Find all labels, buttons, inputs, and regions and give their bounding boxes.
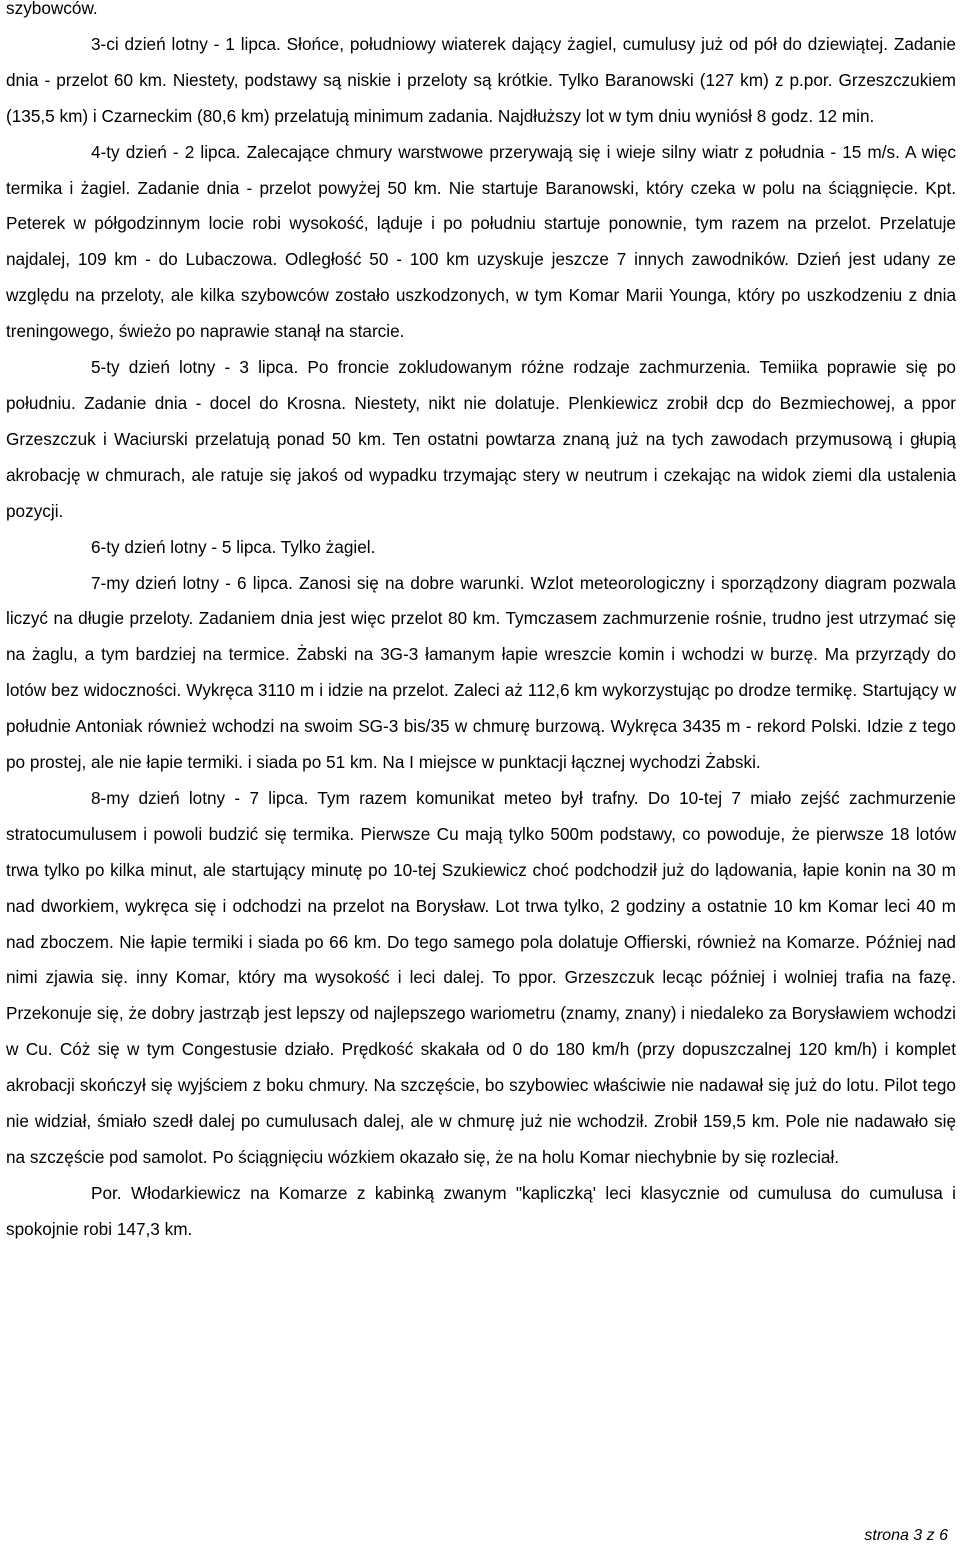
paragraph-day-5: 5-ty dzień lotny - 3 lipca. Po froncie zokludowanym różne rodzaje zachmurzenia. Temiika poprawie się po południu. Zadanie dnia - docel do Krosna. Niestety, nikt nie dolatuje. Plenkiewicz zrobił dcp do Bezmiechowej, a ppor Grzeszczuk i Waciurski przelatują ponad 50 km. Ten ostatni powtarza znaną już na tych zawodach przymusową i głupią akrobację w chmurach, ale ratuje się jakoś od wypadku trzymając stery w neutrum i czekając na widok ziemi dla ustalenia pozycji.: [6, 357, 956, 521]
page-number: strona 3 z 6: [864, 1527, 948, 1544]
document-page: [6, 0, 956, 1248]
paragraph-day-8: 8-my dzień lotny - 7 lipca. Tym razem komunikat meteo był trafny. Do 10-tej 7 miało zejść zachmurzenie stratocumulusem i powoli budzić się termika. Pierwsze Cu mają tylko 500m podstawy, co powoduje, że pierwsze 18 lotów trwa tylko po kilka minut, ale startujący minutę po 10-tej Szukiewicz choć podchodził już do lądowania, łapie konin na 30 m nad dworkiem, wykręca się i odchodzi na przelot na Borysław. Lot trwa tylko, 2 godziny a ostatnie 10 km Komar leci 40 m nad zboczem. Nie łapie termiki i siada po 66 km. Do tego samego pola dolatuje Offierski, również na Komarze. Później nad nimi zjawia się. inny Komar, który ma wysokość i leci dalej. To ppor. Grzeszczuk lecąc później i wolniej trafia na fazę. Przekonuje się, że dobry jastrząb jest lepszy od najlepszego wariometru (znamy, znany) i niedaleko za Borysławiem wchodzi w Cu. Cóż się w tym Congestusie działo. Prędkość skakała od 0 do 180 km/h (przy dopuszczalnej 120 km/h) i komplet akrobacji skończył się wyjściem z boku chmury. Na szczęście, bo szybowiec właściwie nie nadawał się już do lotu. Pilot tego nie widział, śmiało szedł dalej po cumulusach dalej, ale w chmurę już nie wchodził. Zrobił 159,5 km. Pole nie nadawało się na szczęście pod samolot. Po ściągnięciu wózkiem okazało się, że na holu Komar niechybnie by się rozleciał.: [6, 787, 956, 1167]
paragraph-wlodarkiewicz: Por. Włodarkiewicz na Komarze z kabinką zwanym "kapliczką' leci klasycznie od cumulusa do cumulusa i spokojnie robi 147,3 km.: [6, 1182, 956, 1239]
paragraph-day-3: 3-ci dzień lotny - 1 lipca. Słońce, południowy wiaterek dający żagiel, cumulusy już od pół do dziewiątej. Zadanie dnia - przelot 60 km. Niestety, podstawy są niskie i przeloty są krótkie. Tylko Baranowski (127 km) z p.por. Grzeszczukiem (135,5 km) i Czarneckim (80,6 km) przelatują minimum zadania. Najdłuższy lot w tym dniu wyniósł 8 godz. 12 min.: [6, 33, 956, 126]
paragraph-day-4: 4-ty dzień - 2 lipca. Zalecające chmury warstwowe przerywają się i wieje silny wiatr z południa - 15 m/s. A więc termika i żagiel. Zadanie dnia - przelot powyżej 50 km. Nie startuje Baranowski, który czeka w polu na ściągnięcie. Kpt. Peterek w półgodzinnym locie robi wysokość, ląduje i po południu startuje ponownie, tym razem na przelot. Przelatuje najdalej, 109 km - do Lubaczowa. Odległość 50 - 100 km uzyskuje jeszcze 7 innych zawodników. Dzień jest udany ze względu na przeloty, ale kilka szybowców zostało uszkodzonych, w tym Komar Marii Younga, który po uszkodzeniu z dnia treningowego, świeżo po naprawie stanął na starcie.: [6, 141, 956, 342]
paragraph-continuation: szybowców.: [6, 0, 98, 18]
paragraph-day-6: 6-ty dzień lotny - 5 lipca. Tylko żagiel.: [91, 536, 376, 557]
paragraph-day-7: 7-my dzień lotny - 6 lipca. Zanosi się na dobre warunki. Wzlot meteorologiczny i sporządzony diagram pozwala liczyć na długie przeloty. Zadaniem dnia jest więc przelot 80 km. Tymczasem zachmurzenie rośnie, trudno jest utrzymać się na żaglu, a tym bardziej na termice. Żabski na 3G-3 łamanym łapie wreszcie komin i wchodzi w burzę. Ma przyrządy do lotów bez widoczności. Wykręca 3110 m i idzie na przelot. Zaleci aż 112,6 km wykorzystując po drodze termikę. Startujący w południe Antoniak również wchodzi na swoim SG-3 bis/35 w chmurę burzową. Wykręca 3435 m - rekord Polski. Idzie z tego po prostej, ale nie łapie termiki. i siada po 51 km. Na I miejsce w punktacji łącznej wychodzi Żabski.: [6, 572, 956, 773]
